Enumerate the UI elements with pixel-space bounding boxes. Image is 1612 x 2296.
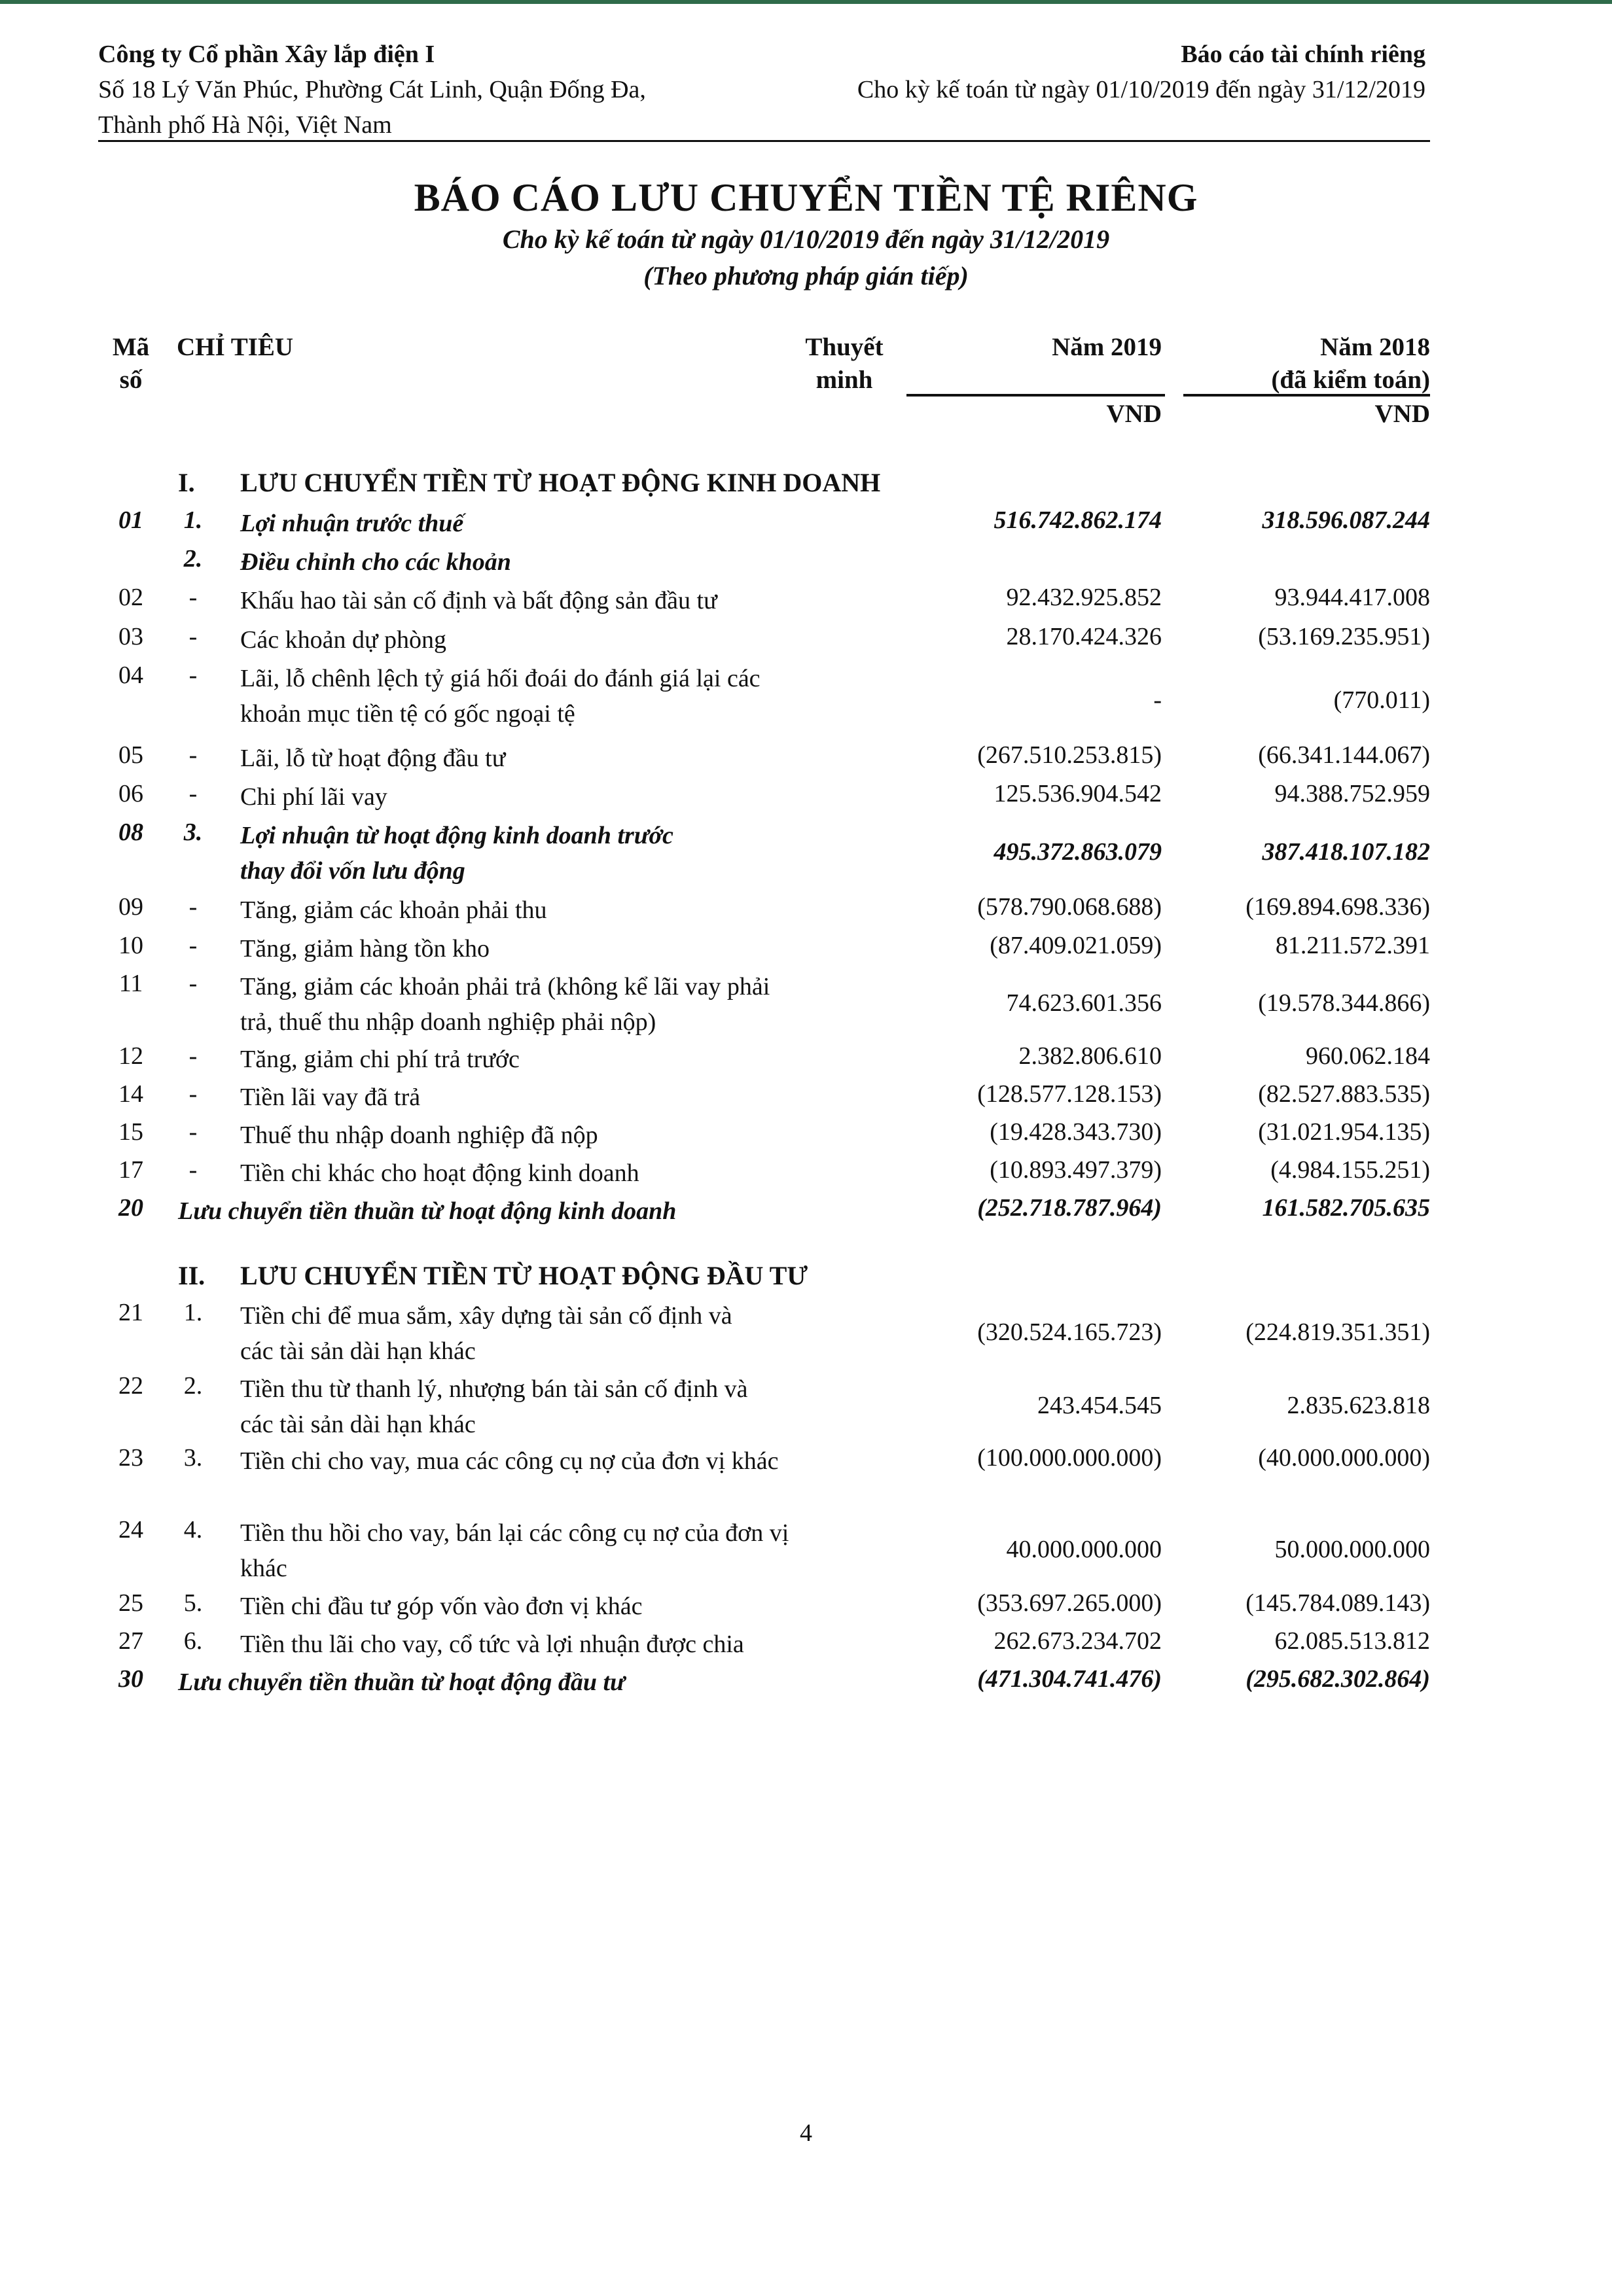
row-mark: -	[188, 1156, 198, 1184]
row-value-2018: (53.169.235.951)	[1258, 623, 1430, 650]
row-label: Các khoản dự phòng	[240, 626, 447, 654]
row-value-2019: 262.673.234.702	[994, 1627, 1162, 1655]
row-value-2018: 62.085.513.812	[1274, 1627, 1430, 1655]
section-title	[178, 467, 880, 498]
row-value-2018: 81.211.572.391	[1275, 932, 1430, 959]
row-code: 11	[118, 970, 143, 997]
row-value-2018: 960.062.184	[1306, 1042, 1430, 1070]
row-value-2019: (19.428.343.730)	[990, 1118, 1162, 1146]
row-mark: 2.	[183, 1372, 203, 1400]
row-code: 25	[118, 1589, 143, 1617]
unit-2019: VND	[1106, 400, 1162, 428]
row-value-2019: -	[1153, 686, 1162, 714]
row-mark: 6.	[183, 1627, 203, 1655]
document-title: BÁO CÁO LƯU CHUYỂN TIỀN TỆ RIÊNG	[414, 176, 1198, 219]
row-label: Tiền chi cho vay, mua các công cụ nợ của đơn vị khác	[240, 1447, 779, 1475]
col-header-year-2019	[903, 331, 1162, 364]
row-code: 17	[118, 1156, 143, 1184]
row-label: Lưu chuyển tiền thuần từ hoạt động kinh doanh	[178, 1197, 677, 1225]
company-address-line1: Số 18 Lý Văn Phúc, Phường Cát Linh, Quận Đống Đa,	[98, 76, 646, 103]
row-value-2018: (295.682.302.864)	[1245, 1665, 1430, 1693]
row-value-2019: 516.742.862.174	[994, 506, 1162, 534]
col-header-note-line2: minh	[815, 366, 873, 394]
row-value-2019: (10.893.497.379)	[990, 1156, 1162, 1184]
document-method: (Theo phương pháp gián tiếp)	[643, 261, 969, 291]
row-label: Tiền chi khác cho hoạt động kinh doanh	[240, 1159, 639, 1187]
row-value-2019: (267.510.253.815)	[977, 741, 1162, 769]
row-value-2018: (19.578.344.866)	[1258, 989, 1430, 1017]
row-code: 24	[118, 1516, 143, 1544]
row-value-2019: 74.623.601.356	[1006, 989, 1162, 1017]
row-mark: -	[188, 584, 198, 611]
row-label: Tăng, giảm hàng tồn kho	[240, 935, 490, 963]
row-label: Tăng, giảm các khoản phải trả (không kể lãi vay phải trả, thuế thu nhập doanh nghiệp phải nộp)	[240, 973, 770, 1036]
row-value-2018: (145.784.089.143)	[1245, 1589, 1430, 1617]
row-value-2018: (224.819.351.351)	[1245, 1318, 1430, 1346]
col-underline-2019	[906, 394, 1165, 397]
row-value-2019: (353.697.265.000)	[977, 1589, 1162, 1617]
row-code: 22	[118, 1372, 143, 1400]
row-label: Lợi nhuận từ hoạt động kinh doanh trước thay đổi vốn lưu động	[240, 822, 673, 885]
row-label: Chi phí lãi vay	[240, 783, 387, 811]
row-mark: -	[188, 623, 198, 650]
row-label: Tăng, giảm các khoản phải thu	[240, 896, 547, 924]
row-mark: -	[188, 1080, 198, 1108]
row-mark: 5.	[183, 1589, 203, 1617]
document-period: Cho kỳ kế toán từ ngày 01/10/2019 đến ngày 31/12/2019	[502, 224, 1110, 254]
row-value-2019: (471.304.741.476)	[977, 1665, 1162, 1693]
unit-2018: VND	[1374, 400, 1430, 428]
row-value-2019: 495.372.863.079	[994, 838, 1162, 866]
row-label: Tiền thu lãi cho vay, cổ tức và lợi nhuận được chia	[240, 1631, 744, 1658]
row-label: Lợi nhuận trước thuế	[240, 510, 464, 537]
row-mark: -	[188, 1042, 198, 1070]
col-header-code	[105, 331, 157, 397]
section-number: II.	[178, 1261, 206, 1290]
row-value-2019: (87.409.021.059)	[990, 932, 1162, 959]
col-header-year-2018	[1185, 331, 1430, 397]
row-mark: 4.	[183, 1516, 203, 1544]
row-label: Lãi, lỗ từ hoạt động đầu tư	[240, 745, 506, 772]
page-number: 4	[800, 2119, 812, 2147]
row-value-2019: (100.000.000.000)	[977, 1444, 1162, 1472]
row-code: 03	[118, 623, 143, 650]
row-mark: 2.	[183, 545, 203, 573]
section-number: I.	[178, 468, 195, 497]
col-header-year-2018-line1: Năm 2018	[1320, 333, 1430, 361]
section-heading: LƯU CHUYỂN TIỀN TỪ HOẠT ĐỘNG ĐẦU TƯ	[240, 1261, 808, 1290]
row-code: 09	[118, 893, 143, 921]
row-value-2018: (169.894.698.336)	[1245, 893, 1430, 921]
row-value-2018: (40.000.000.000)	[1258, 1444, 1430, 1472]
row-code: 15	[118, 1118, 143, 1146]
company-info	[98, 37, 646, 143]
row-code: 14	[118, 1080, 143, 1108]
row-code: 05	[118, 741, 143, 769]
row-value-2019: 28.170.424.326	[1006, 623, 1162, 650]
row-label: Tăng, giảm chi phí trả trước	[240, 1046, 520, 1073]
row-mark: -	[188, 662, 198, 689]
row-code: 06	[118, 780, 143, 807]
col-header-year-2019-line1: Năm 2019	[1052, 333, 1162, 361]
row-value-2018: 387.418.107.182	[1262, 838, 1430, 866]
row-code: 27	[118, 1627, 143, 1655]
row-value-2019: 92.432.925.852	[1006, 584, 1162, 611]
row-code: 01	[118, 506, 143, 534]
row-value-2019: (578.790.068.688)	[977, 893, 1162, 921]
row-value-2018: (4.984.155.251)	[1270, 1156, 1430, 1184]
row-value-2018: (31.021.954.135)	[1258, 1118, 1430, 1146]
row-value-2019: 125.536.904.542	[994, 780, 1162, 807]
row-label: Điều chỉnh cho các khoản	[240, 548, 511, 576]
row-code: 30	[118, 1665, 143, 1693]
row-code: 21	[118, 1299, 143, 1326]
col-header-code-line2: số	[119, 366, 143, 394]
company-address-line2: Thành phố Hà Nội, Việt Nam	[98, 111, 392, 139]
row-label: Tiền chi để mua sắm, xây dựng tài sản cố định và các tài sản dài hạn khác	[240, 1302, 732, 1365]
row-code: 10	[118, 932, 143, 959]
company-name: Công ty Cổ phần Xây lắp điện I	[98, 41, 435, 68]
row-mark: -	[188, 970, 198, 997]
top-border	[0, 0, 1612, 4]
row-mark: 1.	[183, 506, 203, 534]
col-header-note	[782, 331, 906, 397]
row-code: 04	[118, 662, 143, 689]
row-label: Thuế thu nhập doanh nghiệp đã nộp	[240, 1122, 598, 1149]
row-value-2018: 94.388.752.959	[1274, 780, 1430, 807]
col-header-code-line1: Mã	[112, 333, 150, 361]
report-info	[857, 37, 1425, 107]
row-label: Tiền thu hồi cho vay, bán lại các công cụ nợ của đơn vị khác	[240, 1519, 789, 1582]
row-label: Tiền lãi vay đã trả	[240, 1084, 421, 1111]
row-value-2018: (82.527.883.535)	[1258, 1080, 1430, 1108]
row-value-2019: (252.718.787.964)	[977, 1194, 1162, 1222]
row-label: Tiền chi đầu tư góp vốn vào đơn vị khác	[240, 1593, 643, 1620]
row-code: 12	[118, 1042, 143, 1070]
row-code: 20	[118, 1194, 143, 1222]
row-value-2019: (128.577.128.153)	[977, 1080, 1162, 1108]
row-value-2019: 40.000.000.000	[1006, 1536, 1162, 1563]
section-heading: LƯU CHUYỂN TIỀN TỪ HOẠT ĐỘNG KINH DOANH	[240, 468, 881, 497]
row-mark: 3.	[183, 819, 203, 846]
row-value-2018: 161.582.705.635	[1262, 1194, 1430, 1222]
report-period: Cho kỳ kế toán từ ngày 01/10/2019 đến ngày 31/12/2019	[857, 76, 1425, 103]
row-mark: 1.	[183, 1299, 203, 1326]
row-value-2019: (320.524.165.723)	[977, 1318, 1162, 1346]
col-header-item: CHỈ TIÊU	[177, 333, 294, 361]
row-label: Lãi, lỗ chênh lệch tỷ giá hối đoái do đánh giá lại các khoản mục tiền tệ có gốc ngoại tệ	[240, 665, 761, 728]
col-underline-2018	[1183, 394, 1430, 397]
row-value-2018: (770.011)	[1333, 686, 1430, 714]
row-value-2018: 50.000.000.000	[1274, 1536, 1430, 1563]
row-value-2018: 318.596.087.244	[1262, 506, 1430, 534]
row-mark: -	[188, 893, 198, 921]
row-value-2019: 2.382.806.610	[1018, 1042, 1162, 1070]
row-mark: 3.	[183, 1444, 203, 1472]
row-mark: -	[188, 780, 198, 807]
section-title	[178, 1260, 808, 1291]
row-label: Tiền thu từ thanh lý, nhượng bán tài sản cố định và các tài sản dài hạn khác	[240, 1375, 748, 1438]
col-header-note-line1: Thuyết	[805, 333, 884, 361]
row-value-2019: 243.454.545	[1037, 1392, 1162, 1419]
row-mark: -	[188, 741, 198, 769]
row-code: 02	[118, 584, 143, 611]
col-header-year-2018-line2: (đã kiểm toán)	[1271, 366, 1430, 394]
row-mark: -	[188, 1118, 198, 1146]
row-label: Khấu hao tài sản cố định và bất động sản đầu tư	[240, 587, 717, 614]
header-rule	[98, 140, 1430, 142]
row-label: Lưu chuyển tiền thuần từ hoạt động đầu tư	[178, 1669, 625, 1696]
row-value-2018: (66.341.144.067)	[1258, 741, 1430, 769]
report-type: Báo cáo tài chính riêng	[1181, 41, 1425, 68]
row-value-2018: 93.944.417.008	[1274, 584, 1430, 611]
row-code: 23	[118, 1444, 143, 1472]
row-mark: -	[188, 932, 198, 959]
row-code: 08	[118, 819, 143, 846]
row-value-2018: 2.835.623.818	[1287, 1392, 1430, 1419]
